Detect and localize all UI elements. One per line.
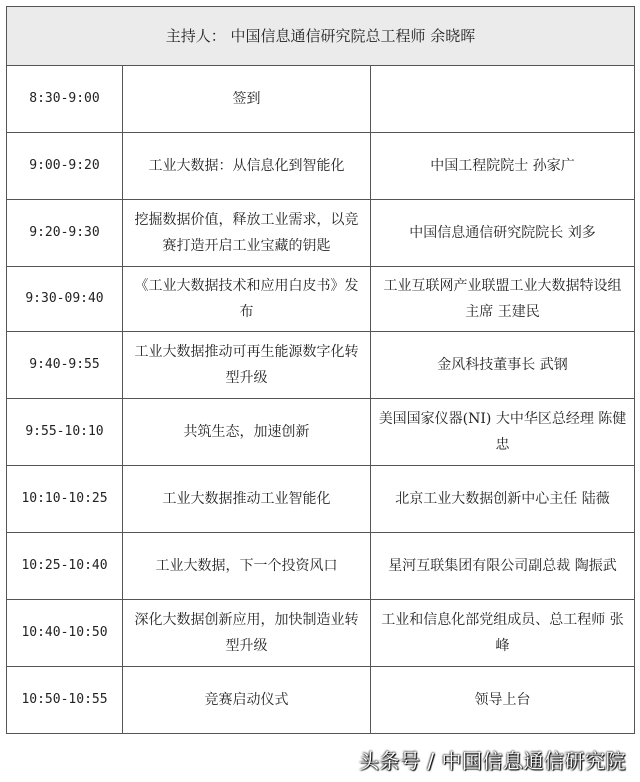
speaker-cell: 领导上台 bbox=[371, 667, 635, 734]
speaker-cell: 工业互联网产业联盟工业大数据特设组主席 王建民 bbox=[371, 267, 635, 332]
time-cell: 8:30-9:00 bbox=[7, 66, 123, 133]
topic-cell: 工业大数据：从信息化到智能化 bbox=[123, 133, 371, 200]
agenda-row bbox=[7, 600, 635, 667]
host-row bbox=[7, 7, 635, 66]
topic-cell: 工业大数据，下一个投资风口 bbox=[123, 533, 371, 600]
time-cell: 9:00-9:20 bbox=[7, 133, 123, 200]
agenda-table bbox=[6, 6, 635, 734]
topic-cell: 挖掘数据价值，释放工业需求，以竞赛打造开启工业宝藏的钥匙 bbox=[123, 200, 371, 267]
speaker-cell: 北京工业大数据创新中心主任 陆薇 bbox=[371, 466, 635, 533]
time-cell: 10:25-10:40 bbox=[7, 533, 123, 600]
time-cell: 9:20-9:30 bbox=[7, 200, 123, 267]
agenda-row bbox=[7, 667, 635, 734]
topic-cell: 共筑生态，加速创新 bbox=[123, 399, 371, 466]
time-cell: 10:50-10:55 bbox=[7, 667, 123, 734]
speaker-cell: 工业和信息化部党组成员、总工程师 张峰 bbox=[371, 600, 635, 667]
agenda-row bbox=[7, 332, 635, 399]
agenda-row bbox=[7, 200, 635, 267]
agenda-row bbox=[7, 267, 635, 332]
speaker-cell: 星河互联集团有限公司副总裁 陶振武 bbox=[371, 533, 635, 600]
speaker-cell: 金风科技董事长 武钢 bbox=[371, 332, 635, 399]
time-cell: 9:40-9:55 bbox=[7, 332, 123, 399]
topic-cell: 《工业大数据技术和应用白皮书》发布 bbox=[123, 267, 371, 332]
agenda-row bbox=[7, 399, 635, 466]
agenda-row bbox=[7, 533, 635, 600]
agenda-row bbox=[7, 133, 635, 200]
time-cell: 10:40-10:50 bbox=[7, 600, 123, 667]
topic-cell: 工业大数据推动可再生能源数字化转型升级 bbox=[123, 332, 371, 399]
time-cell: 10:10-10:25 bbox=[7, 466, 123, 533]
speaker-cell: 中国工程院院士 孙家广 bbox=[371, 133, 635, 200]
speaker-cell bbox=[371, 66, 635, 133]
agenda-row bbox=[7, 66, 635, 133]
speaker-cell: 中国信息通信研究院院长 刘多 bbox=[371, 200, 635, 267]
host-cell: 主持人： 中国信息通信研究院总工程师 余晓晖 bbox=[7, 7, 635, 66]
topic-cell: 签到 bbox=[123, 66, 371, 133]
topic-cell: 工业大数据推动工业智能化 bbox=[123, 466, 371, 533]
time-cell: 9:55-10:10 bbox=[7, 399, 123, 466]
topic-cell: 深化大数据创新应用，加快制造业转型升级 bbox=[123, 600, 371, 667]
agenda-row bbox=[7, 466, 635, 533]
speaker-cell: 美国国家仪器(NI) 大中华区总经理 陈健忠 bbox=[371, 399, 635, 466]
time-cell: 9:30-09:40 bbox=[7, 267, 123, 332]
watermark: 头条号 / 中国信息通信研究院 bbox=[359, 749, 626, 773]
topic-cell: 竞赛启动仪式 bbox=[123, 667, 371, 734]
